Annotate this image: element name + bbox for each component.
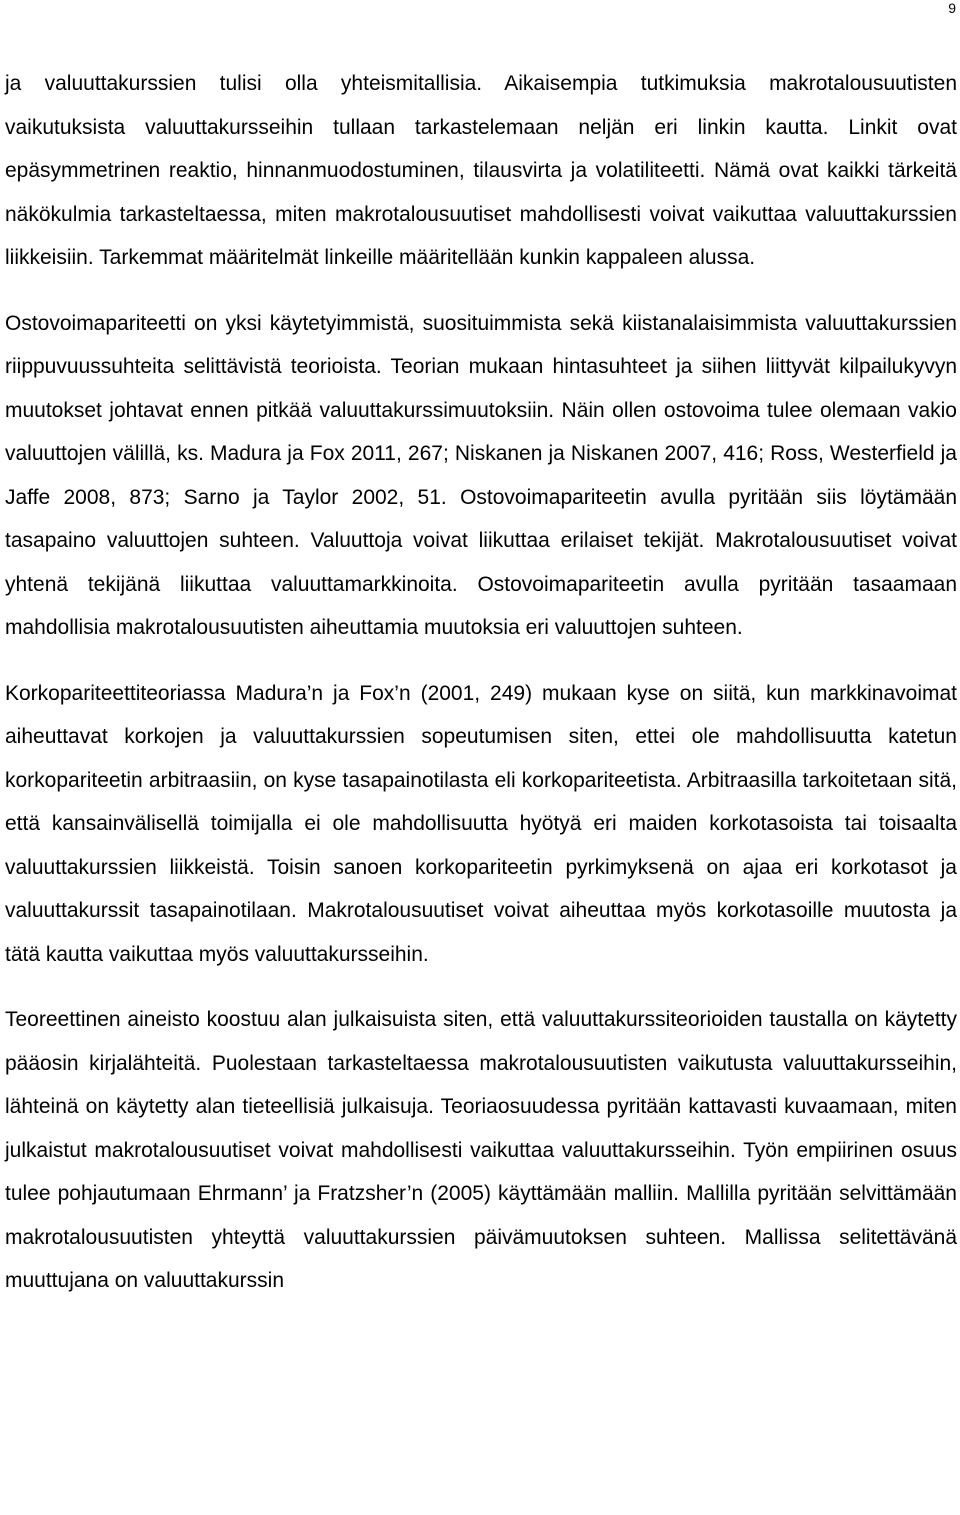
document-body	[5, 62, 957, 1303]
paragraph-purchasing-power-parity: Ostovoimapariteetti on yksi käytetyimmistä, suosituimmista sekä kiistanalaisimmista valuuttakurssien riippuvuussuhteita selittävistä teorioista. Teorian mukaan hintasuhteet ja siihen liittyvät kilpailukyvyn muutokset johtavat ennen pitkää valuuttakurssimuutoksiin. Näin ollen ostovoima tulee olemaan vakio valuuttojen välillä, ks. Madura ja Fox 2011, 267; Niskanen ja Niskanen 2007, 416; Ross, Westerfield ja Jaffe 2008, 873; Sarno ja Taylor 2002, 51. Ostovoimapariteetin avulla pyritään siis löytämään tasapaino valuuttojen suhteen. Valuuttoja voivat liikuttaa erilaiset tekijät. Makrotalousuutiset voivat yhtenä tekijänä liikuttaa valuuttamarkkinoita. Ostovoimapariteetin avulla pyritään tasaamaan mahdollisia makrotalousuutisten aiheuttamia muutoksia eri valuuttojen suhteen.	[5, 311, 957, 639]
paragraph-link-overview: ja valuuttakurssien tulisi olla yhteismitallisia. Aikaisempia tutkimuksia makrotalousuutisten vaikutuksista valuuttakursseihin tullaan tarkastelemaan neljän eri linkin kautta. Linkit ovat epäsymmetrinen reaktio, hinnanmuodostuminen, tilausvirta ja volatiliteetti. Nämä ovat kaikki tärkeitä näkökulmia tarkasteltaessa, miten makrotalousuutiset mahdollisesti voivat vaikuttaa valuuttakurssien liikkeisiin. Tarkemmat määritelmät linkeille määritellään kunkin kappaleen alussa.	[5, 72, 957, 269]
paragraph-interest-rate-parity: Korkopariteettiteoriassa Madura’n ja Fox’n (2001, 249) mukaan kyse on siitä, kun markkinavoimat aiheuttavat korkojen ja valuuttakurssien sopeutumisen siten, ettei ole mahdollisuutta katetun korkopariteetin arbitraasiin, on kyse tasapainotilasta eli korkopariteetista. Arbitraasilla tarkoitetaan sitä, että kansainvälisellä toimijalla ei ole mahdollisuutta hyötyä eri maiden korkotasoista tai toisaalta valuuttakurssien liikkeistä. Toisin sanoen korkopariteetin pyrkimyksenä on ajaa eri korkotasot ja valuuttakurssit tasapainotilaan. Makrotalousuutiset voivat aiheuttaa myös korkotasoille muutosta ja tätä kautta vaikuttaa myös valuuttakursseihin.	[5, 681, 957, 966]
page-number: 9	[948, 0, 956, 16]
paragraph-theoretical-material: Teoreettinen aineisto koostuu alan julkaisuista siten, että valuuttakurssiteorioiden taustalla on käytetty pääosin kirjalähteitä. Puolestaan tarkasteltaessa makrotalousuutisten vaikutusta valuuttakursseihin, lähteinä on käytetty alan tieteellisiä julkaisuja. Teoriaosuudessa pyritään kattavasti kuvaamaan, miten julkaistut makrotalousuutiset voivat mahdollisesti vaikuttaa valuuttakursseihin. Työn empiirinen osuus tulee pohjautumaan Ehrmann’ ja Fratzsher’n (2005) käyttämään malliin. Mallilla pyritään selvittämään makrotalousuutisten yhteyttä valuuttakurssien päivämuutoksen suhteen. Mallissa selitettävänä muuttujana on valuuttakurssin	[5, 1008, 957, 1292]
